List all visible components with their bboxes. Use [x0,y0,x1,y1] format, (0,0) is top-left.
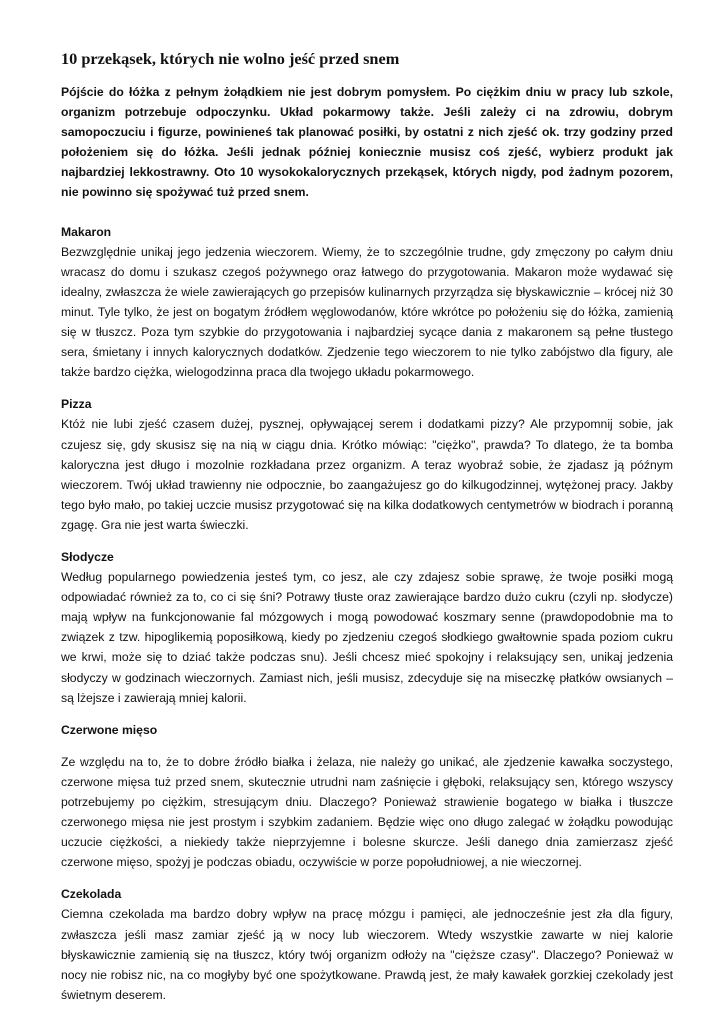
document-page [61,48,673,1017]
section-paragraph: Ciemna czekolada ma bardzo dobry wpływ na pracę mózgu i pamięci, ale jednocześnie jest zła dla figury, zwłaszcza jeśli masz zamiar zjeść ją w nocy lub wieczorem. Wtedy wszystkie zawarte w niej kalorie błyskawicznie zamienią się na tłuszcz, który twój organizm odłoży na "cięższe czasy". Dlaczego? Ponieważ w nocy nie robisz nic, na co mogłyby być one spożytkowane. Prawdą jest, że mały kawałek gorzkiej czekolady jest świetnym deserem. [61,907,673,1002]
section-heading: Słodycze [61,549,114,564]
document-title: 10 przekąsek, których nie wolno jeść przed snem [61,49,400,68]
lead-paragraph: Pójście do łóżka z pełnym żołądkiem nie jest dobrym pomysłem. Po ciężkim dniu w pracy lub szkole, organizm potrzebuje odpoczynku. Układ pokarmowy także. Jeśli zależy ci na zdrowiu, dobrym samopoczuciu i figurze, powinieneś tak planować posiłki, by ostatni z nich zjeść ok. trzy godziny przed położeniem się do łóżka. Jeśli jednak później koniecznie musisz coś zjeść, wybierz produkt jak najbardziej lekkostrawny. Oto 10 wysokokalorycznych przekąsek, których nigdy, pod żadnym pozorem, nie powinno się spożywać tuż przed snem. [61,85,673,200]
section-makaron [61,222,673,383]
section-czekolada [61,884,673,1005]
section-heading: Makaron [61,224,112,239]
section-paragraph: Według popularnego powiedzenia jesteś tym, co jesz, ale czy zdajesz sobie sprawę, że twoje posiłki mogą odpowiadać również za to, co ci się śni? Potrawy tłuste oraz zawierające bardzo dużo cukru (czyli np. słodycze) mają wpływ na funkcjonowanie fal mózgowych i mogą powodować koszmary senne (prawdopodobnie ma to związek z tzw. hipoglikemią poposiłkową, kiedy po zjedzeniu czegoś słodkiego gwałtownie spada poziom cukru we krwi, może się to dziać także podczas snu). Jeśli chcesz mieć spokojny i relaksujący sen, unikaj jedzenia słodyczy w godzinach wieczornych. Zamiast nich, jeśli musisz, zdecyduje się na miseczkę płatków owsianych – są lżejsze i zawierają mniej kalorii. [61,570,673,705]
section-paragraph: Ze względu na to, że to dobre źródło białka i żelaza, nie należy go unikać, ale zjedzenie kawałka soczystego, czerwone mięsa tuż przed snem, skutecznie utrudni nam zaśnięcie i głęboki, relaksujący sen, którego wszyscy potrzebujemy po ciężkim, stresującym dniu. Dlaczego? Ponieważ strawienie bogatego w białka i tłuszcze czerwonego mięsa nie jest prostym i szybkim zadaniem. Będzie więc ono długo zalegać w żołądku powodując uczucie ciężkości, a niekiedy także nieprzyjemne i bolesne skurcze. Jeśli danego dnia zamierzasz zjeść czerwone mięso, spożyj je podczas obiadu, oczywiście w porze popołudniowej, a nie wieczornej. [61,754,673,870]
section-heading: Pizza [61,397,92,412]
section-paragraph: Któż nie lubi zjeść czasem dużej, pysznej, opływającej serem i dodatkami pizzy? Ale przypomnij sobie, jak czujesz się, gdy skusisz się na nią w ciągu dnia. Krótko mówiąc: "ciężko", prawda? To dlatego, że ta bomba kaloryczna jest długo i mozolnie rozkładana przez organizm. A teraz wyobraź sobie, że zjadasz ją późnym wieczorem. Twój układ trawienny nie odpocznie, bo zaangażujesz go do kilkugodzinnej, wytężonej pracy. Jakby tego było mało, po takiej uczcie musisz przygotować się na kilka dodatkowych centymetrów w biodrach i poranną zgagę. Gra nie jest warta świeczki. [61,417,673,532]
section-heading: Czerwone mięso [61,722,158,737]
section-czerwone-mieso [61,720,673,873]
section-paragraph: Bezwzględnie unikaj jego jedzenia wieczorem. Wiemy, że to szczególnie trudne, gdy zmęczony po całym dniu wracasz do domu i szukasz czegoś pożywnego oraz łatwego do przygotowania. Makaron może wydawać się idealny, zwłaszcza że wiele zawierających go przepisów kulinarnych przyrządza się błyskawicznie – krócej niż 30 minut. Tyle tylko, że jest on bogatym źródłem węglowodanów, które wkrótce po położeniu się do łóżka, zamienią się w tłuszcz. Poza tym szybkie do przygotowania i najbardziej sycące dania z makaronem są pełne tłustego sera, śmietany i innych kalorycznych dodatków. Zjedzenie tego wieczorem to nie tylko zabójstwo dla figury, ale także bardzo ciężka, wielogodzinna praca dla twojego układu pokarmowego. [61,244,673,380]
section-slodycze [61,547,673,708]
section-heading: Czekolada [61,887,122,902]
section-pizza [61,394,673,535]
